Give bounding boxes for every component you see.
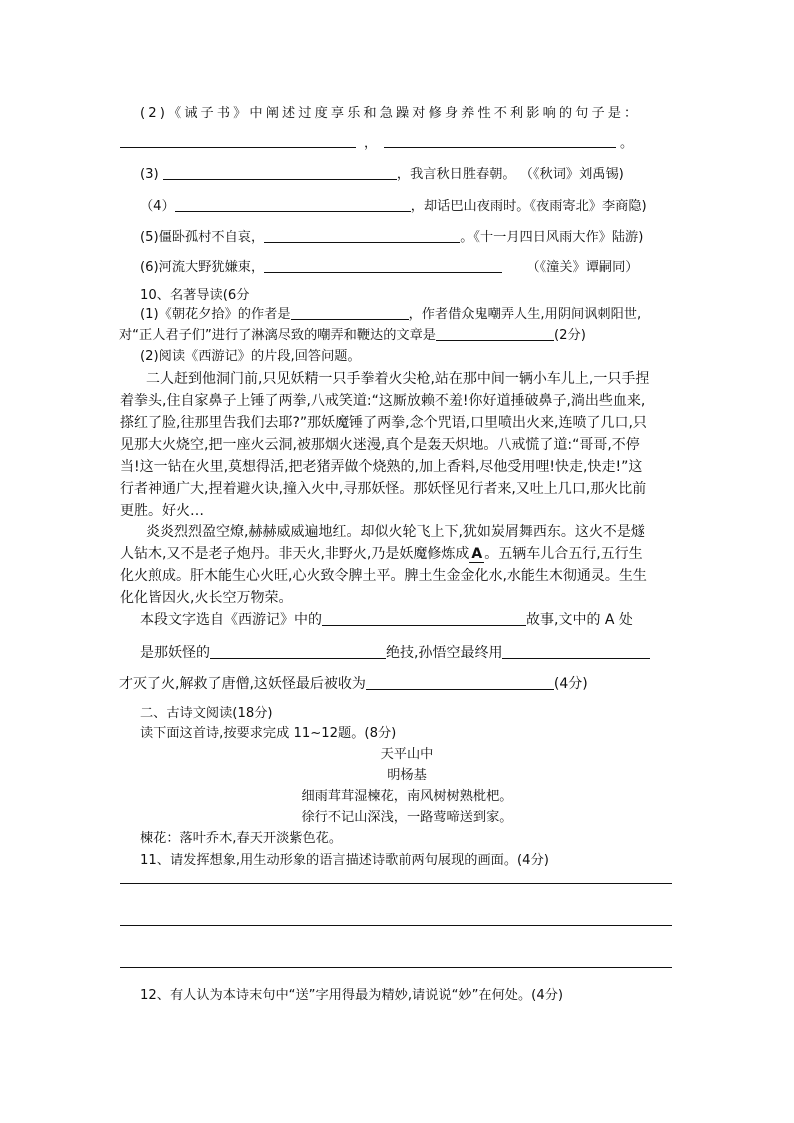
q10-skill-blank[interactable] [210, 644, 386, 659]
verse-mark-a: A [471, 546, 483, 562]
q10-question-line-3 [119, 674, 588, 694]
q9-item5-blank[interactable] [264, 228, 460, 243]
q9-item2-text: (2)《诫子书》中阐述过度享乐和急躁对修身养性不利影响的句子是： [140, 106, 641, 121]
q10-item1-blank-article[interactable] [436, 326, 554, 341]
passage-line-7: 更胜。好火… [120, 503, 204, 519]
q10-item1-line2 [119, 326, 586, 346]
poem-note: 楝花：落叶乔木,春天开淡紫色花。 [140, 831, 343, 846]
q9-item3-line [140, 165, 624, 185]
q9-item5-prefix: (5)僵卧孤村不自哀， [140, 230, 265, 245]
q10-question-3-a: 才灭了火,解救了唐僧,这妖怪最后被收为 [119, 676, 366, 692]
q10-method-blank[interactable] [502, 644, 650, 659]
q10-question-3-b: (4分) [553, 676, 588, 692]
verse-line-2-b: 。五辆车儿合五行,五行生 [484, 546, 643, 562]
verse-line-2-a: 人钻木,又不是老子炮丹。非天火,非野火,乃是妖魔修炼成 [120, 546, 470, 562]
verse-line-4: 化化皆因火,火长空万物荣。 [120, 590, 293, 606]
q12-text: 12、有人认为本诗末句中“送”字用得最为精妙,请说说“妙”在何处。(4分) [140, 988, 564, 1003]
q9-item2-blank-1[interactable] [120, 133, 356, 148]
poem-line-1: 细雨茸茸湿楝花，南风树树熟枇杷。 [301, 789, 513, 804]
q11-answer-line-1[interactable] [120, 883, 672, 884]
passage-line-2: 着拳头,住自家鼻子上锤了两拳,八戒笑道:“这厮放赖不羞!你好道捶破鼻子,淌出些血来, [120, 393, 646, 409]
q10-question-1-b: 故事,文中的 A 处 [526, 612, 633, 628]
q9-item6-prefix: (6)河流大野犹嫌束， [140, 260, 265, 275]
passage-line-4: 见那大火烧空,把一座火云洞,被那烟火迷漫,真个是轰天炽地。八戒慌了道:“哥哥,不停 [120, 437, 640, 453]
q11-answer-line-3[interactable] [120, 967, 672, 968]
q9-item3-source: （《秋词》刘禹锡) [519, 167, 624, 182]
verse-line-2 [120, 543, 643, 565]
q10-item1-line1 [140, 305, 641, 325]
q9-item6-source: （《潼关》谭嗣同） [526, 260, 639, 275]
q10-question-2-b: 绝技,孙悟空最终用 [386, 645, 503, 661]
poem-author: 明杨基 [387, 768, 427, 783]
q9-item3-prefix: (3) [140, 167, 159, 182]
q9-item3-middle: ，我言秋日胜春朝。 [396, 167, 516, 182]
passage-line-1: 二人赶到他洞门前,只见妖精一只手拳着火尖枪,站在那中间一辆小车儿上,一只手捏 [146, 371, 650, 387]
q10-question-1-a: 本段文字选自《西游记》中的 [140, 612, 322, 628]
q11-text: 11、请发挥想象,用生动形象的语言描述诗歌前两句展现的画面。(4分) [140, 853, 549, 868]
section2-intro: 读下面这首诗,按要求完成 11~12题。(8分) [140, 726, 397, 741]
q11-answer-line-2[interactable] [120, 925, 672, 926]
q10-item1-text-c: 对“正人君子们”进行了淋漓尽致的嘲弄和鞭达的文章是 [119, 328, 436, 343]
q9-item4-middle: ，却话巴山夜雨时。《夜雨寄北》李商隐) [410, 199, 647, 214]
q10-item2-intro: (2)阅读《西游记》的片段,回答问题。 [140, 349, 361, 364]
q9-item6-blank[interactable] [264, 258, 502, 273]
verse-line-1: 炎炎烈烈盈空燎,赫赫威威遍地红。却似火轮飞上下,犹如炭屑舞西东。这火不是燧 [146, 524, 645, 540]
q10-item1-text-a: (1)《朝花夕拾》的作者是 [140, 307, 291, 322]
passage-line-5: 当!这一钻在火里,莫想得活,把老猪弄做个烧熟的,加上香料,尽他受用哩!快走,快走!”这 [120, 459, 643, 475]
q9-item6-line [140, 258, 638, 278]
q10-question-2-a: 是那妖怪的 [140, 645, 210, 661]
q10-item1-blank-author[interactable] [291, 305, 409, 320]
q10-question-line-2 [140, 643, 650, 663]
q9-item3-blank[interactable] [163, 165, 397, 180]
q9-item4-prefix: （4） [140, 199, 175, 214]
section2-title: 二、古诗文阅读(18分) [140, 706, 273, 721]
q9-item5-middle: 。《十一月四日风雨大作》陆游) [460, 230, 644, 245]
q10-fate-blank[interactable] [366, 675, 554, 690]
q9-item4-blank[interactable] [175, 197, 411, 212]
poem-title: 天平山中 [380, 747, 434, 762]
q10-item1-score: (2分) [553, 328, 586, 343]
q10-item1-text-b: ，作者借众鬼嘲弄人生,用阴间讽刺阳世, [408, 307, 642, 322]
poem-line-2: 徐行不记山深浅，一路莺啼送到家。 [301, 810, 513, 825]
q9-item2-sep: ， [364, 136, 378, 151]
verse-line-3: 化火煎成。肝木能生心火旺,心火致令脾土平。脾土生金金化水,水能生木彻通灵。生生 [120, 568, 647, 584]
q10-title: 10、名著导读(6分 [140, 288, 250, 303]
q9-item2-end: 。 [620, 136, 634, 151]
passage-line-6: 行者神通广大,捏着避火诀,撞入火中,寻那妖怪。那妖怪见行者来,又吐上几口,那火比前 [120, 481, 647, 497]
q10-story-blank[interactable] [322, 611, 526, 626]
q9-item4-line [140, 197, 647, 217]
passage-line-3: 搽红了脸,往那里告我们去耶?”那妖魔锤了两拳,念个咒语,口里喷出火来,连喷了几口,只 [120, 415, 647, 431]
q9-item5-line [140, 228, 643, 248]
q10-question-line-1 [140, 610, 633, 630]
q9-item2-blank-2[interactable] [384, 133, 616, 148]
